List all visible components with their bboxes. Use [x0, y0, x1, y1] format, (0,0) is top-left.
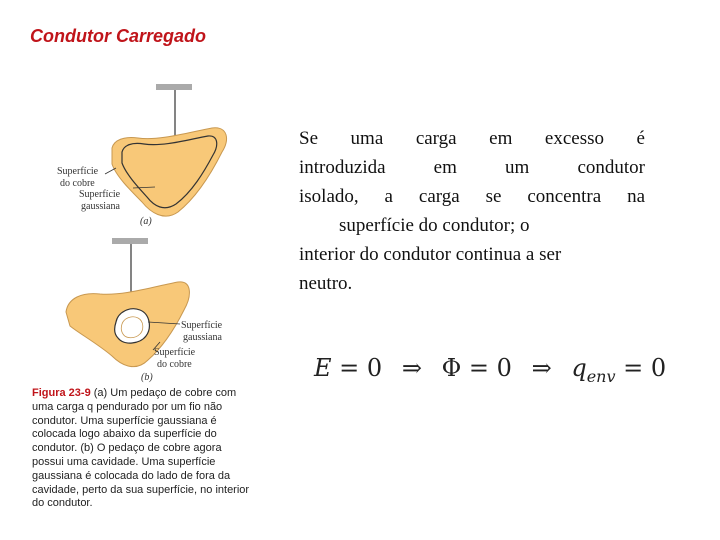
body-line-1: Se uma carga em excesso é: [299, 128, 645, 149]
formula-eq-3: = 0: [623, 354, 667, 382]
figure-a: [57, 84, 227, 227]
figure-b: [66, 238, 223, 383]
body-line-6: neutro.: [299, 273, 353, 294]
figure-caption: [32, 387, 254, 511]
label-gauss-b-1: Superfície: [181, 320, 223, 331]
body-line-4: superfície do condutor; o: [339, 215, 530, 236]
label-gauss-a-1: Superfície: [79, 189, 121, 200]
support-bar-b: [112, 238, 148, 244]
formula-phi: Φ: [441, 354, 462, 382]
sublabel-a: (a): [140, 216, 152, 227]
body-line-5: interior do condutor continua a ser: [299, 244, 562, 265]
body-line-2: introduzida em um condutor: [299, 157, 645, 178]
formula-eq-2: = 0: [468, 354, 512, 382]
cavity: [121, 317, 142, 338]
formula-q: q: [571, 354, 587, 382]
page-title: Condutor Carregado: [30, 26, 207, 46]
label-gauss-b-2: gaussiana: [183, 332, 222, 343]
caption-text: (a) Um pedaço de cobre com uma carga q pendurado por um fio não condutor. Uma superfície gaussiana é colocada logo abaixo da superfície do condutor. (b) O pedaço de cobre agora possui uma cavidade. Uma superfície gaussiana é colocada do lado de fora da cavidade, perto da sua superfície, no interior do condutor.: [32, 387, 250, 510]
copper-piece-a: [112, 128, 227, 216]
caption-label: Figura 23-9: [32, 387, 91, 399]
support-bar-a: [156, 84, 192, 90]
gauss-formula: [314, 354, 666, 386]
leader-copper-a: [105, 168, 116, 174]
label-gauss-a-2: gaussiana: [81, 201, 120, 212]
body-line-3: isolado, a carga se concentra na: [299, 186, 645, 207]
sublabel-b: (b): [141, 372, 153, 383]
label-copper-b-1: Superfície: [154, 347, 196, 358]
implies-arrow-2: ⇒: [531, 354, 552, 382]
label-copper-a-2: do cobre: [60, 178, 95, 189]
label-copper-b-2: do cobre: [157, 359, 192, 370]
formula-q-sub: env: [586, 366, 616, 386]
implies-arrow-1: ⇒: [401, 354, 422, 382]
formula-e: E: [314, 354, 332, 382]
formula-eq-1: = 0: [339, 354, 383, 382]
label-copper-a-1: Superfície: [57, 166, 99, 177]
body-paragraph: [299, 124, 645, 298]
